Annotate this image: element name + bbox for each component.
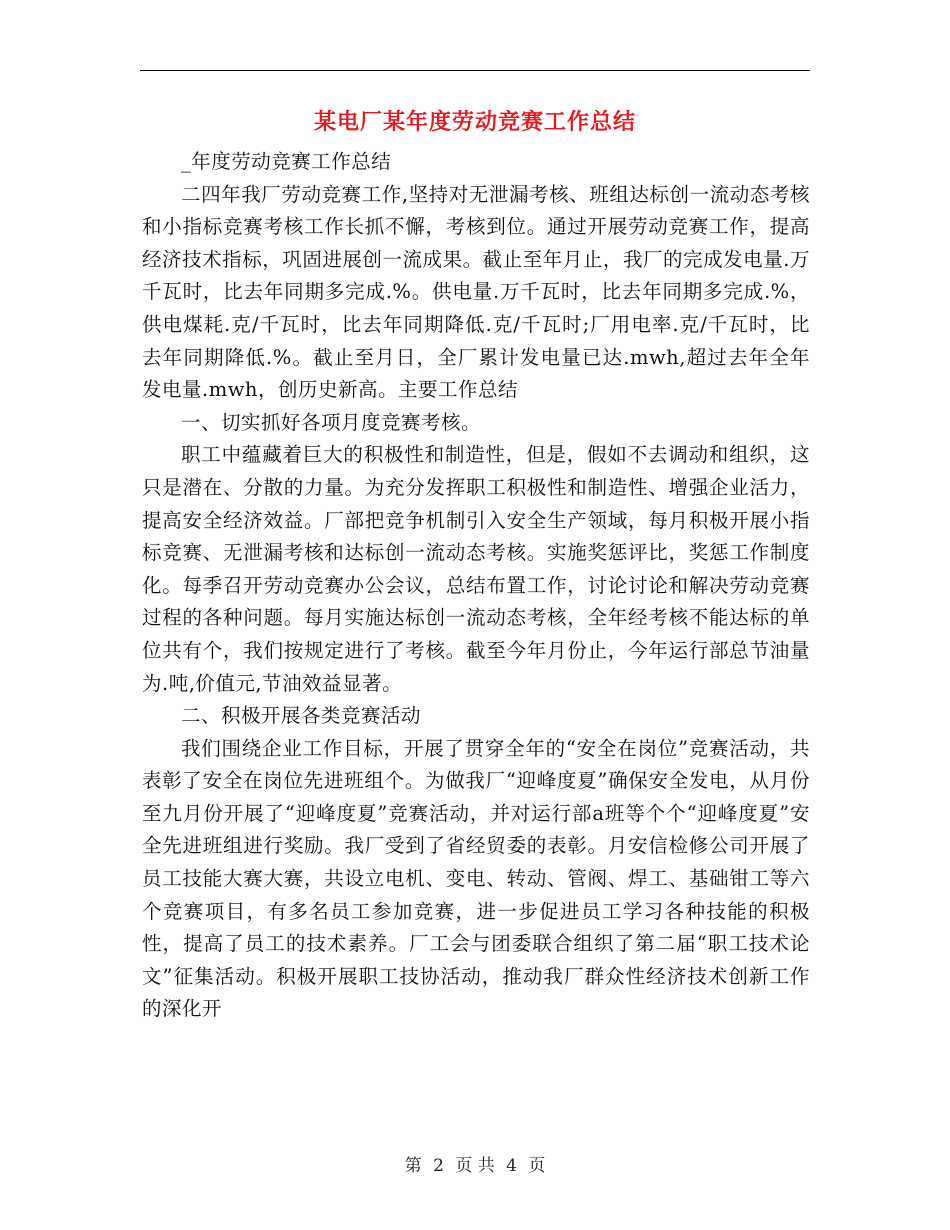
footer-suffix: 页	[528, 1156, 546, 1176]
footer-page-number: 2	[433, 1156, 444, 1176]
footer-total-pages: 4	[506, 1156, 517, 1176]
footer-prefix: 第	[404, 1156, 422, 1176]
footer-middle: 页 共	[455, 1156, 495, 1176]
document-body	[142, 146, 810, 1026]
section-heading-2: 二、积极开展各类竞赛活动	[181, 704, 422, 728]
intro-paragraph: 二四年我厂劳动竞赛工作,坚持对无泄漏考核、班组达标创一流动态考核和小指标竞赛考核工作长抓不懈，考核到位。通过开展劳动竞赛工作，提高经济技术指标，巩固进展创一流成果。截止至年月止，我厂的完成发电量.万千瓦时，比去年同期多完成.%。供电量.万千瓦时，比去年同期多完成.%，供电煤耗.克/千瓦时，比去年同期降低.克/千瓦时;厂用电率.克/千瓦时，比去年同期降低.%。截止至月日，全厂累计发电量已达.mwh,超过去年全年发电量.mwh，创历史新高。主要工作总结	[142, 182, 810, 402]
section-1-paragraph: 职工中蕴藏着巨大的积极性和制造性，但是，假如不去调动和组织，这只是潜在、分散的力量。为充分发挥职工积极性和制造性、增强企业活力，提高安全经济效益。厂部把竞争机制引入安全生产领域，每月积极开展小指标竞赛、无泄漏考核和达标创一流动态考核。实施奖惩评比，奖惩工作制度化。每季召开劳动竞赛办公会议，总结布置工作，讨论讨论和解决劳动竞赛过程的各种问题。每月实施达标创一流动态考核，全年经考核不能达标的单位共有个，我们按规定进行了考核。截至今年月份止，今年运行部总节油量为.吨,价值元,节油效益显著。	[142, 443, 810, 695]
document-title: 某电厂某年度劳动竞赛工作总结	[313, 109, 636, 135]
section-heading-1: 一、切实抓好各项月度竞赛考核。	[181, 410, 482, 434]
subtitle-paragraph: _年度劳动竞赛工作总结	[181, 150, 392, 173]
section-2-paragraph: 我们围绕企业工作目标，开展了贯穿全年的“安全在岗位”竞赛活动，共表彰了安全在岗位先进班组个。为做我厂“迎峰度夏”确保安全发电，从月份至九月份开展了“迎峰度夏”竞赛活动，并对运行部a班等个个“迎峰度夏”安全先进班组进行奖励。我厂受到了省经贸委的表彰。月安信检修公司开展了员工技能大赛大赛，共设立电机、变电、转动、管阀、焊工、基础钳工等六个竞赛项目，有多名员工参加竞赛，进一步促进员工学习各种技能的积极性，提高了员工的技术素养。厂工会与团委联合组织了第二届“职工技术论文”征集活动。积极开展职工技协活动，推动我厂群众性经济技术创新工作的深化开	[142, 736, 810, 1021]
header-rule	[140, 70, 810, 71]
page-footer	[0, 1154, 950, 1178]
